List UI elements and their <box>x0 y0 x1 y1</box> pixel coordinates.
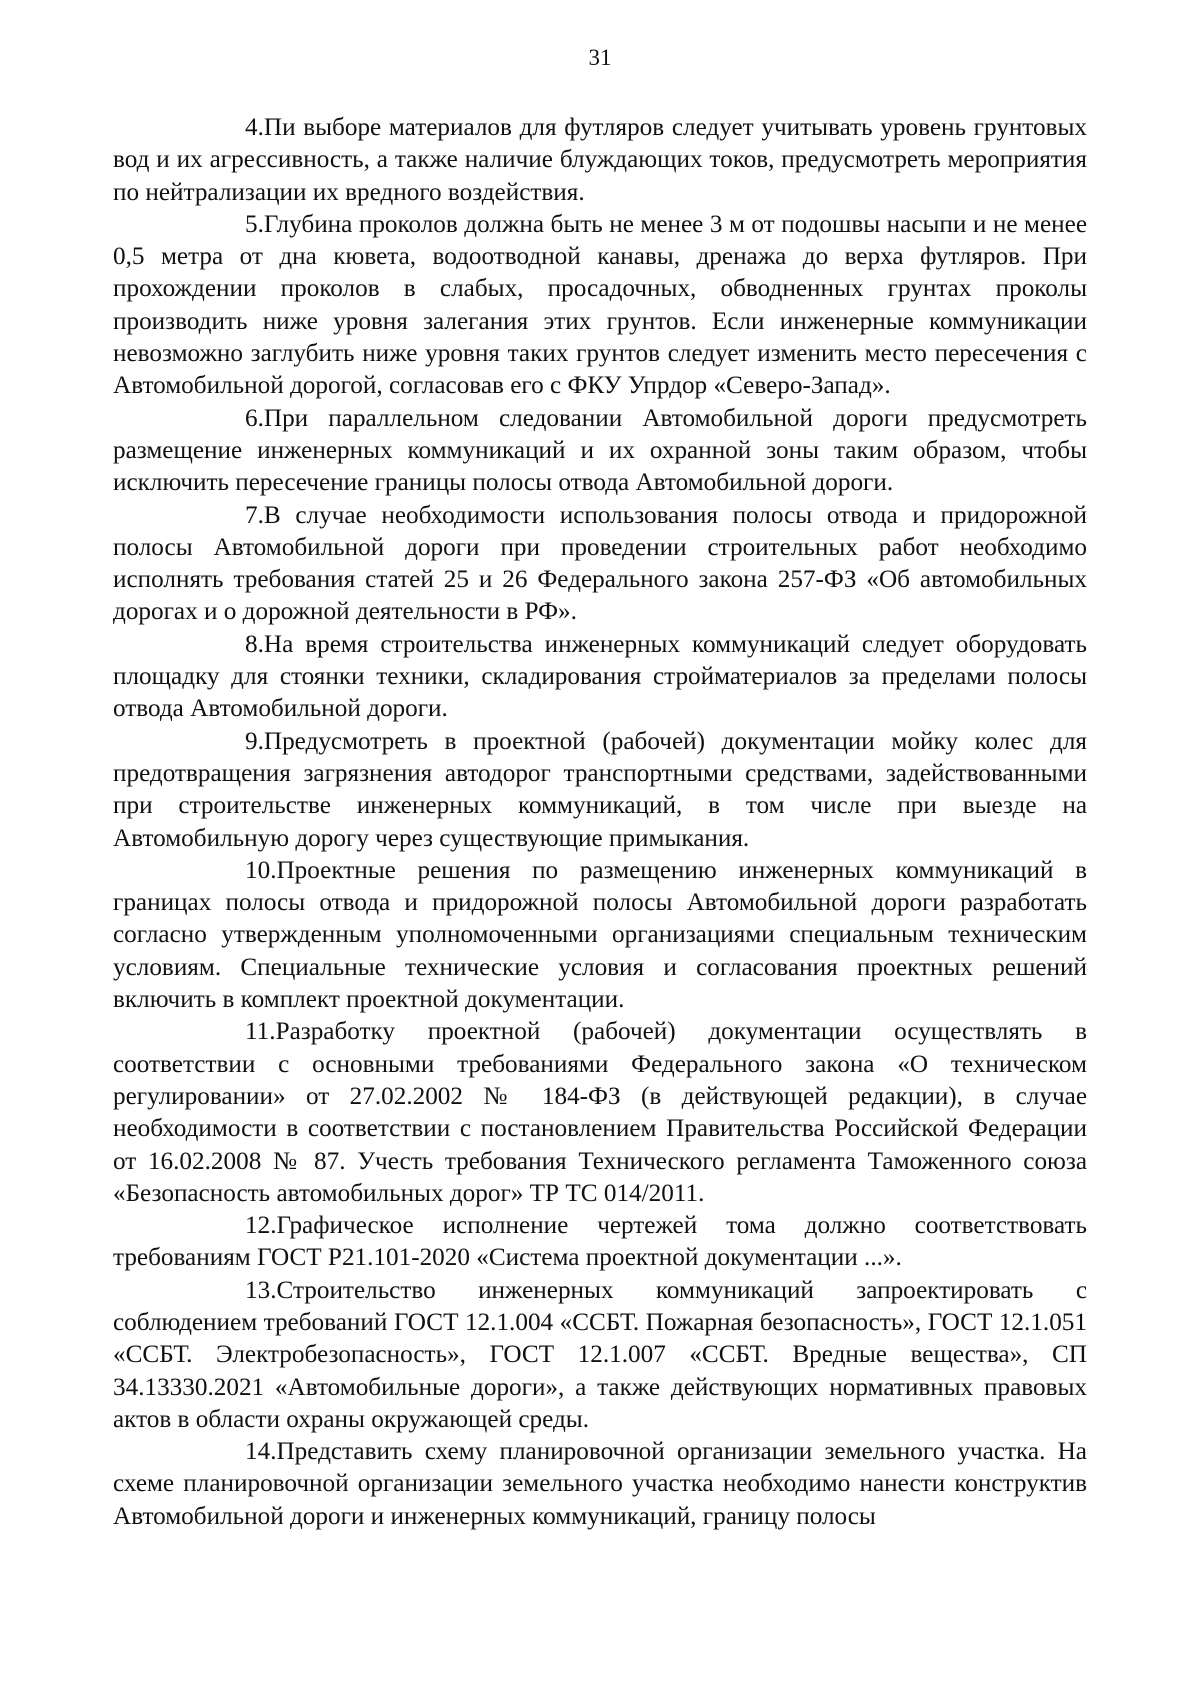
paragraph-text: Графическое исполнение чертежей тома должно соответствовать требованиям ГОСТ Р21.101-2020 «Система проектной документации ...». <box>113 1212 1087 1272</box>
paragraph-text: Глубина проколов должна быть не менее 3 м от подошвы насыпи и не менее 0,5 метра от дна кювета, водоотводной канавы, дренажа до верха футляров. При прохождении проколов в слабых, просадочных, обводненных грунтах проколы производить ниже уровня залегания этих грунтов. Если инженерные коммуникации невозможно заглубить ниже уровня таких грунтов следует изменить место пересечения с Автомобильной дорогой, согласовав его с ФКУ Упрдор «Северо-Запад». <box>113 210 1087 400</box>
paragraph-text: Пи выборе материалов для футляров следует учитывать уровень грунтовых вод и их агрессивность, а также наличие блуждающих токов, предусмотреть мероприятия по нейтрализации их вредного воздействия. <box>113 114 1087 206</box>
paragraph-9 <box>113 726 1087 855</box>
paragraph-text: Проектные решения по размещению инженерных коммуникаций в границах полосы отвода и придорожной полосы Автомобильной дороги разработать согласно утвержденным уполномоченными организациями специальным техническим условиям. Специальные технические условия и согласования проектных решений включить в комплект проектной документации. <box>113 856 1087 1014</box>
paragraph-number: 4. <box>245 114 264 141</box>
paragraph-number: 8. <box>245 630 264 658</box>
paragraph-text: Строительство инженерных коммуникаций запроектировать с соблюдением требований ГОСТ 12.1.004 «ССБТ. Пожарная безопасность», ГОСТ 12.1.051 «ССБТ. Электробезопасность», ГОСТ 12.1.007 «ССБТ. Вредные вещества», СП 34.13330.2021 «Автомобильные дороги», а также действующих нормативных правовых актов в области охраны окружающей среды. <box>113 1276 1087 1433</box>
paragraph-10 <box>113 855 1087 1016</box>
paragraph-11 <box>113 1016 1087 1210</box>
paragraph-number: 12. <box>245 1212 277 1240</box>
paragraph-text: При параллельном следовании Автомобильной дороги предусмотреть размещение инженерных коммуникаций и их охранной зоны таким образом, чтобы исключить пересечение границы полосы отвода Автомобильной дороги. <box>113 404 1087 497</box>
paragraph-12 <box>113 1210 1087 1275</box>
paragraph-4 <box>113 112 1087 209</box>
paragraph-number: 11. <box>245 1018 276 1046</box>
paragraph-number: 5. <box>245 210 264 238</box>
paragraph-text: В случае необходимости использования полосы отвода и придорожной полосы Автомобильной дороги при проведении строительных работ необходимо исполнять требования статей 25 и 26 Федерального закона 257-ФЗ «Об автомобильных дорогах и о дорожной деятельности в РФ». <box>113 501 1087 626</box>
paragraph-number: 7. <box>245 501 264 529</box>
paragraph-text: На время строительства инженерных коммуникаций следует оборудовать площадку для стоянки техники, складирования стройматериалов за пределами полосы отвода Автомобильной дороги. <box>113 630 1087 723</box>
paragraph-8 <box>113 629 1087 726</box>
document-body <box>113 112 1087 1533</box>
paragraph-number: 10. <box>245 856 277 884</box>
paragraph-6 <box>113 403 1087 500</box>
paragraph-number: 13. <box>245 1276 277 1304</box>
paragraph-7 <box>113 500 1087 629</box>
paragraph-number: 9. <box>245 727 264 755</box>
paragraph-5 <box>113 209 1087 403</box>
paragraph-text: Представить схему планировочной организации земельного участка. На схеме планировочной организации земельного участка необходимо нанести конструктив Автомобильной дороги и инженерных коммуникаций, границу полосы <box>113 1438 1087 1530</box>
paragraph-14 <box>113 1436 1087 1533</box>
paragraph-13 <box>113 1275 1087 1436</box>
page-number: 31 <box>588 45 612 70</box>
paragraph-text: Предусмотреть в проектной (рабочей) документации мойку колес для предотвращения загрязнения автодорог транспортными средствами, задействованными при строительстве инженерных коммуникаций, в том числе при выезде на Автомобильную дорогу через существующие примыкания. <box>113 727 1087 852</box>
paragraph-number: 6. <box>245 404 264 432</box>
paragraph-number: 14. <box>245 1438 277 1466</box>
paragraph-text: Разработку проектной (рабочей) документации осуществлять в соответствии с основными требованиями Федерального закона «О техническом регулировании» от 27.02.2002 № 184-ФЗ (в действующей редакции), в случае необходимости в соответствии с постановлением Правительства Российской Федерации от 16.02.2008 № 87. Учесть требования Технического регламента Таможенного союза «Безопасность автомобильных дорог» ТР ТС 014/2011. <box>113 1018 1087 1207</box>
